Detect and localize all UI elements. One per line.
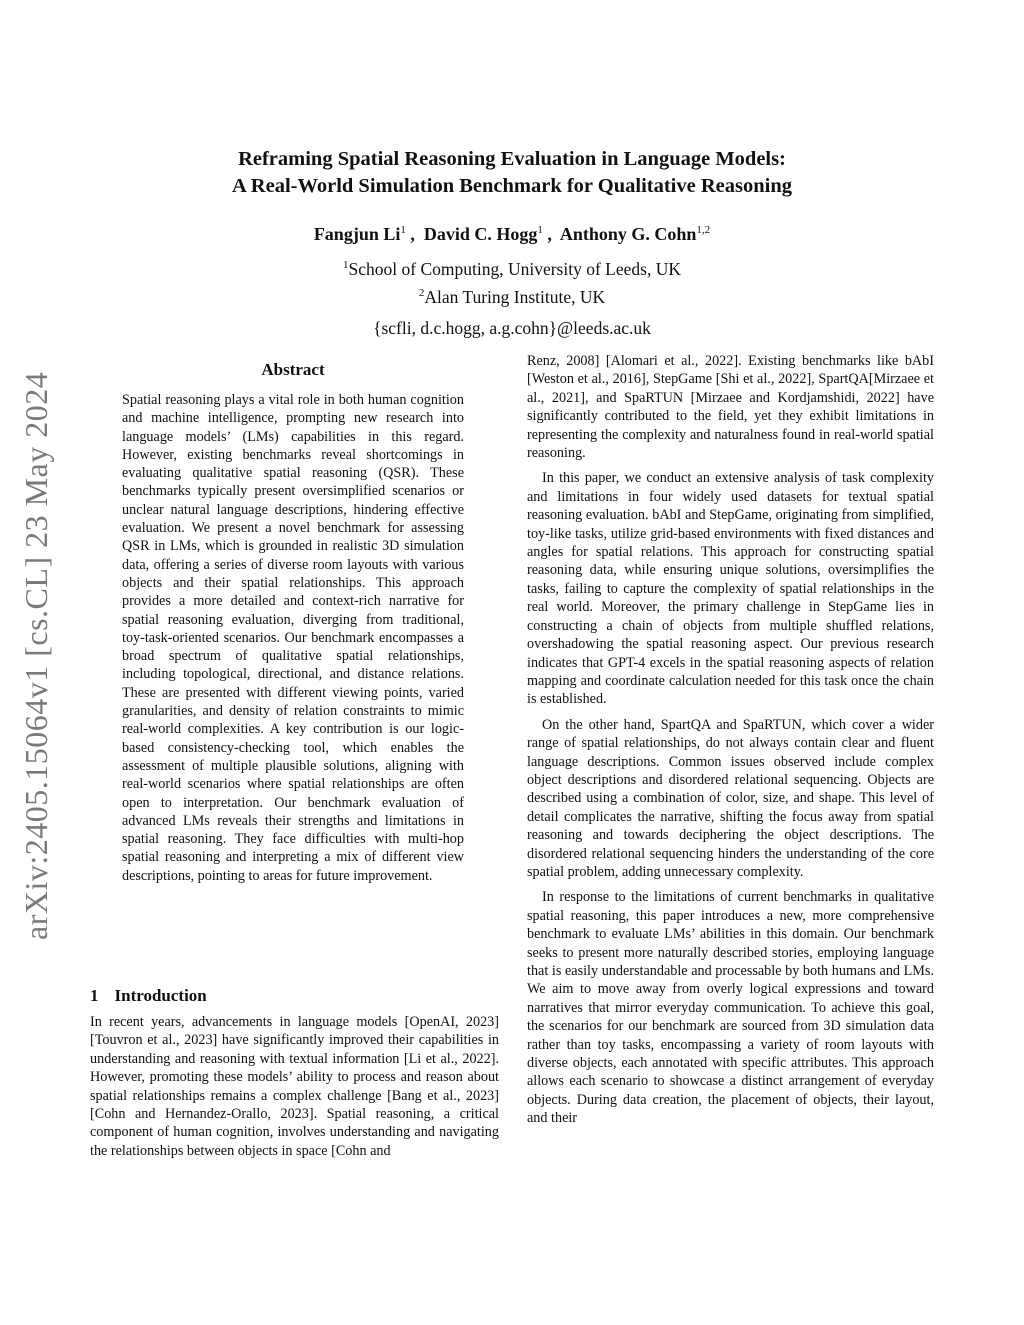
affiliation-block bbox=[90, 253, 934, 340]
author-name: Anthony G. Cohn bbox=[559, 224, 697, 244]
arxiv-identifier-stamp: arXiv:2405.15064v1 [cs.CL] 23 May 2024 bbox=[18, 371, 54, 940]
affiliation-mark: 2 bbox=[418, 286, 425, 299]
affiliation-text: Alan Turing Institute, UK bbox=[424, 286, 606, 307]
title-line-2: A Real-World Simulation Benchmark for Qualitative Reasoning bbox=[232, 175, 792, 197]
introduction-column bbox=[90, 1013, 499, 1167]
author-name: Fangjun Li bbox=[313, 224, 401, 244]
author-affiliation-mark: 1,2 bbox=[696, 224, 711, 236]
abstract-heading: Abstract bbox=[261, 360, 325, 379]
author-separator: , bbox=[542, 224, 560, 244]
abstract-text: Spatial reasoning plays a vital role in both human cognition and machine intelligence, prompting new research into language models’ (LMs) capabilities in this regard. However, existing benchmarks reveal shortcomings in evaluating qualitative spatial reasoning (QSR). These benchmarks typically present oversimplified scenarios or unclear natural language descriptions, hindering effective evaluation. We present a novel benchmark for assessing QSR in LMs, which is grounded in realistic 3D simulation data, offering a series of diverse room layouts with various objects and their spatial relationships. This approach provides a more detailed and context-rich narrative for spatial reasoning evaluation, diverging from traditional, toy-task-oriented scenarios. Our benchmark encompasses a broad spectrum of qualitative spatial relationships, including topological, directional, and distance relations. These are presented with different viewing points, varied granularities, and density of relation constraints to mimic real-world complexities. A key contribution is our logic-based consistency-checking tool, which enables the assessment of multiple plausible solutions, aligning with real-world scenarios where spatial relationships are often open to interpretation. Our benchmark evaluation of advanced LMs reveals their strengths and limitations in spatial reasoning. They face difficulties with multi-hop spatial reasoning and interpreting a mix of different view descriptions, pointing to areas for future improvement. bbox=[122, 392, 464, 884]
affiliation-line bbox=[90, 253, 934, 281]
author-affiliation-mark: 1 bbox=[537, 224, 543, 236]
author-affiliation-mark: 1 bbox=[400, 224, 406, 236]
author-email: {scfli, d.c.hogg, a.g.cohn}@leeds.ac.uk bbox=[373, 317, 651, 338]
body-paragraph: In recent years, advancements in language models [OpenAI, 2023] [Touvron et al., 2023] have significantly improved their capabilities in understanding and reasoning with textual information [Li et al., 2022]. However, promoting these models’ ability to process and reason about spatial relationships remains a complex challenge [Bang et al., 2023] [Cohn and Hernandez-Orallo, 2023]. Spatial reasoning, a critical component of human cognition, involves understanding and navigating the relationships between objects in space [Cohn and bbox=[90, 1014, 499, 1159]
affiliation-mark: 1 bbox=[343, 259, 349, 271]
section-number: 1 bbox=[90, 986, 99, 1005]
author-list bbox=[90, 224, 934, 245]
abstract-section bbox=[122, 360, 464, 885]
section-heading-introduction bbox=[90, 986, 207, 1006]
body-paragraph: On the other hand, SpartQA and SpaRTUN, which cover a wider range of spatial relationships, do not always contain clear and fluent language descriptions. Common issues observed include complex object descriptions and disordered relational sequencing. Objects are described using a combination of color, size, and shape. This level of detail complicates the narrative, shifting the focus away from spatial reasoning and towards deciphering the object descriptions. The disordered relational sequencing hinders the understanding of the core spatial problem, adding unnecessary complexity. bbox=[527, 716, 934, 880]
affiliation-line bbox=[90, 281, 934, 309]
author-separator: , bbox=[405, 224, 424, 244]
author-name: David C. Hogg bbox=[423, 224, 538, 244]
section-title: Introduction bbox=[114, 986, 207, 1005]
body-paragraph: Renz, 2008] [Alomari et al., 2022]. Existing benchmarks like bAbI [Weston et al., 2016], StepGame [Shi et al., 2022], SpartQA[Mirzaee et al., 2021], and SpaRTUN [Mirzaee and Kordjamshidi, 2022] have significantly contributed to the field, yet they exhibit limitations in representing the complexity and naturalness found in real-world spatial reasoning. bbox=[527, 353, 934, 462]
right-text-column bbox=[527, 352, 934, 1135]
affiliation-text: School of Computing, University of Leeds, UK bbox=[348, 258, 681, 279]
title-line-1: Reframing Spatial Reasoning Evaluation in Language Models: bbox=[238, 148, 786, 170]
body-paragraph: In this paper, we conduct an extensive analysis of task complexity and limitations in four widely used datasets for textual spatial reasoning evaluation. bAbI and StepGame, originating from simplified, toy-like tasks, utilize grid-based environments with fixed distances and angles for spatial relations. This approach for constructing spatial reasoning data, while ensuring unique solutions, oversimplifies the tasks, failing to capture the complexity of spatial relationships in the real world. Moreover, the primary challenge in StepGame lies in constructing a chain of objects from multiple shuffled relations, overshadowing the spatial reasoning aspect. Our previous research indicates that GPT-4 excels in the spatial reasoning aspects of relation mapping and coordinate calculation needed for this task once the chain is established. bbox=[527, 470, 934, 708]
paper-title bbox=[90, 146, 934, 200]
body-paragraph: In response to the limitations of current benchmarks in qualitative spatial reasoning, this paper introduces a new, more comprehensive benchmark to evaluate LMs’ abilities in this domain. Our benchmark seeks to present more naturally described stories, employing language that is easily understandable and processable by both humans and LMs. We aim to move away from overly logical expressions and toward narratives that mirror everyday communication. To achieve this goal, the scenarios for our benchmark are sourced from 3D simulation data rather than toy tasks, encompassing a variety of room layouts with diverse objects, each annotated with specific attributes. This approach allows each scenario to showcase a distinct arrangement of everyday objects. During data creation, the placement of objects, their layout, and their bbox=[527, 889, 934, 1127]
